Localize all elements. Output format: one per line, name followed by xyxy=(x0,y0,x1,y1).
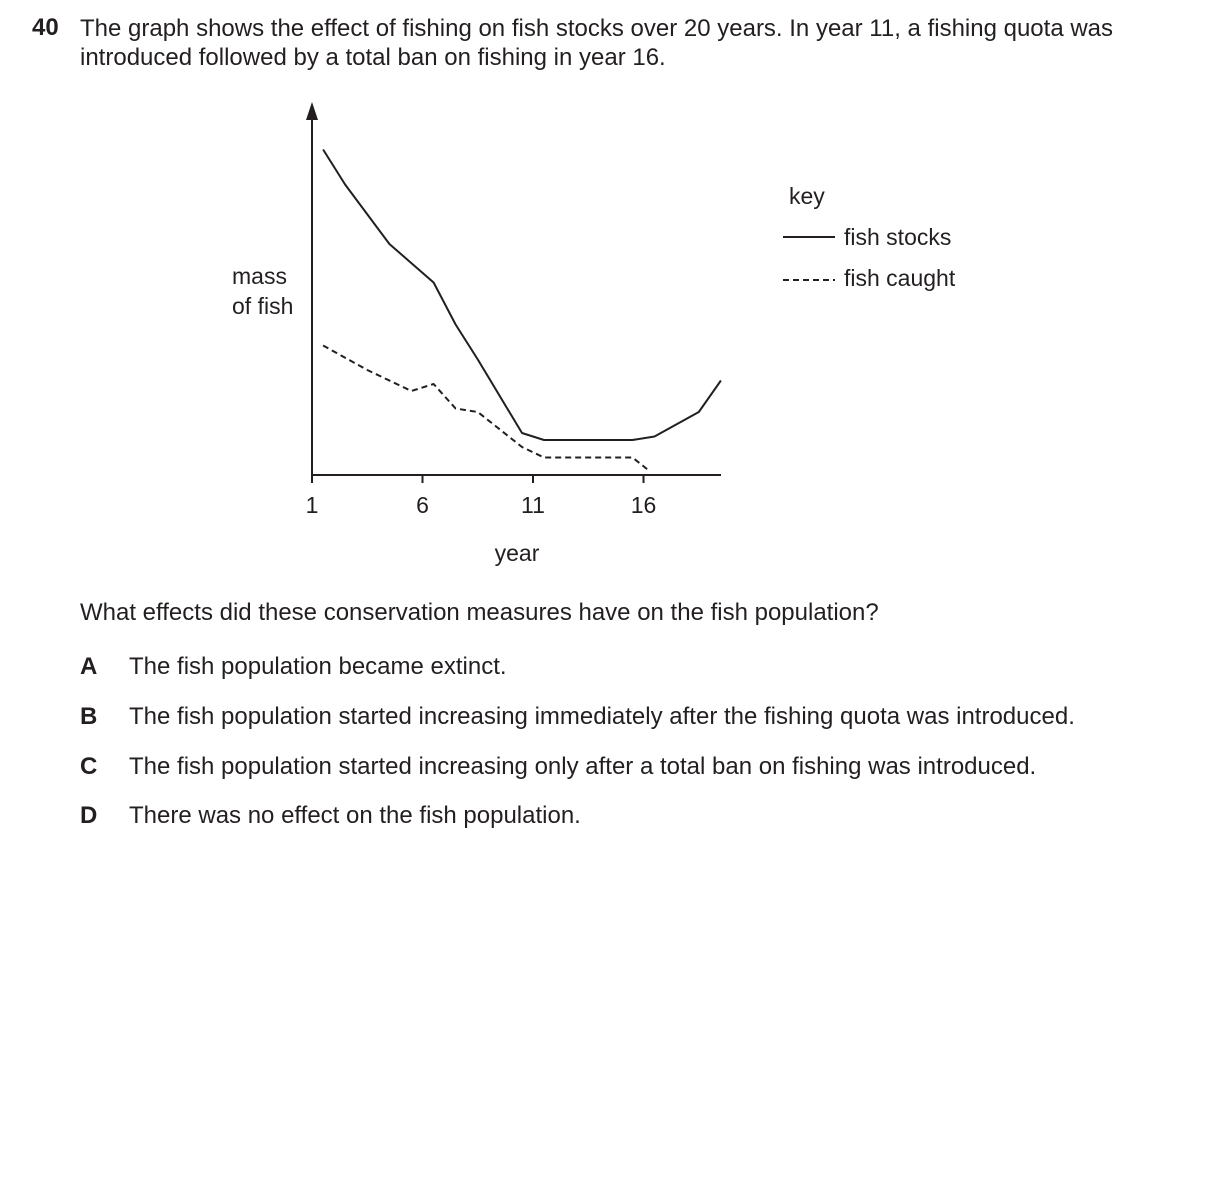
option-text: There was no effect on the fish population. xyxy=(129,802,581,829)
option-text: The fish population started increasing immediately after the fishing quota was introduced. xyxy=(129,703,1075,730)
series-line-fish-caught xyxy=(323,346,650,472)
legend-title: key xyxy=(789,183,825,209)
question-prompt: What effects did these conservation measures have on the fish population? xyxy=(80,599,879,626)
series-line-fish-stocks xyxy=(323,150,721,441)
option-letter: C xyxy=(80,753,98,780)
x-tick-label: 1 xyxy=(305,492,319,518)
option-letter: A xyxy=(80,653,98,680)
option-letter: B xyxy=(80,703,98,730)
intro-line-1: The graph shows the effect of fishing on fish stocks over 20 years. In year 11, a fishing quota was xyxy=(80,15,1114,42)
question-number: 40 xyxy=(32,14,59,41)
y-axis-arrowhead xyxy=(306,102,318,120)
intro-line-2: introduced followed by a total ban on fishing in year 16. xyxy=(80,44,666,71)
x-tick-label: 16 xyxy=(630,492,657,518)
x-tick-label: 6 xyxy=(416,492,429,518)
chart-series xyxy=(323,150,721,472)
y-axis-label-line-1: mass xyxy=(232,263,287,289)
chart-axes xyxy=(306,102,721,518)
option-text: The fish population started increasing only after a total ban on fishing was introduced. xyxy=(129,753,1037,780)
x-tick-label: 11 xyxy=(521,492,545,518)
option-text: The fish population became extinct. xyxy=(129,653,507,680)
y-axis-label-line-2: of fish xyxy=(232,293,294,319)
legend-label-fish-caught: fish caught xyxy=(844,265,956,291)
option-letter: D xyxy=(80,802,98,829)
legend-label-fish-stocks: fish stocks xyxy=(844,224,952,250)
legend xyxy=(783,183,956,291)
x-axis-label: year xyxy=(494,540,540,566)
